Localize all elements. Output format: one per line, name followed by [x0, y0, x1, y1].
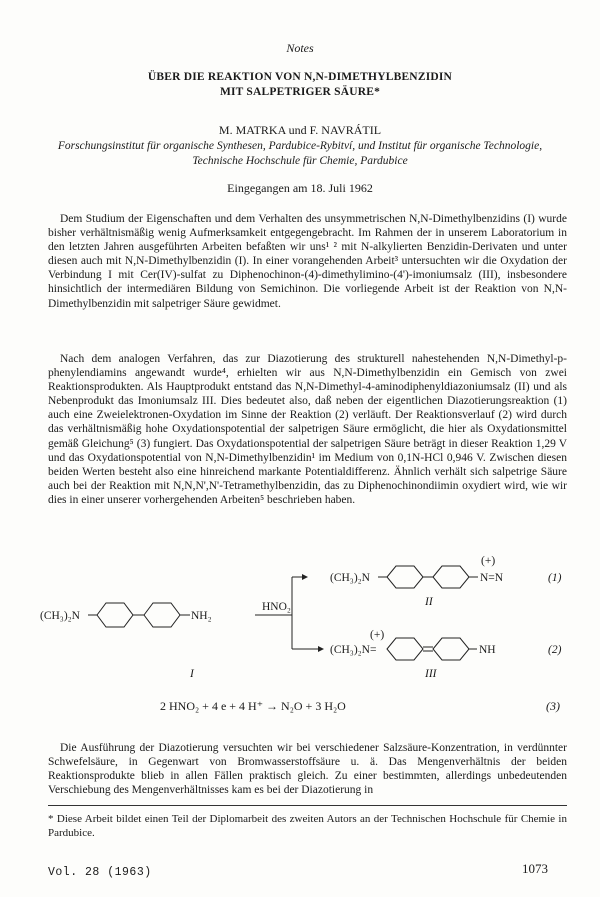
product1-left: (CH₃)₂N	[330, 572, 370, 584]
eq2-number: (2)	[548, 644, 562, 656]
product2-charge: (+)	[370, 629, 385, 641]
product1-charge: (+)	[481, 555, 496, 567]
benzene-ring	[387, 566, 423, 588]
page-number: 1073	[522, 861, 548, 876]
quinoid-ring	[433, 638, 469, 660]
body-paragraph-2: Nach dem analogen Verfahren, das zur Diazotierung des strukturell nahestehenden N,N-Dimethyl-p-phenylendiamins angewandt wurde⁴, erhielten wir aus N,N-Dimethylbenzidin ein Gemisch von zwei Reaktionsprodukten. Als Hauptprodukt entstand das N,N-Dimethyl-4-aminodiphenyldiazoniumsalz (II) und als Nebenprodukt das Imoniumsalz III. Dies bedeutet also, daß neben der eigentlichen Diazotierungsreaktion (1) auch eine Zweielektronen-Oxydation im Sinne der Reaktion (2) verläuft. Der Reaktionsverlauf (2) wird durch das verhältnismäßig hohe Oxydationspotential der salpetrigen Säure ermöglicht, die hier als Oxydationsmittel gemäß Gleichung⁵ (3) fungiert. Das Oxydationspotential der salpetrigen Säure beträgt in dieser Reaktion 1,29 V und das Oxydationspotential von N,N-Dimethylbenzidin¹ im Medium von 0,1N-HCl 0,946 V. Zwischen diesen beiden Werten besteht also eine hinreichend markante Potentialdifferenz. Ähnlich verhält sich salpetrige Säure auch bei der Reaktion mit N,N,N',N'-Tetramethylbenzidin, das zu Diphenochinondiimin oxydiert wird, wie wir dies in einer unserer vorhergehenden Arbeiten⁵ beschrieben haben.	[48, 353, 567, 506]
authors: M. MATRKA und F. NAVRÁTIL	[218, 123, 382, 137]
title-line-2: MIT SALPETRIGER SÄURE*	[219, 86, 381, 98]
quinoid-ring	[387, 638, 423, 660]
product1-right: N=N	[480, 572, 504, 584]
article-title	[40, 70, 560, 100]
equation-3: 2 HNO₂ + 4 e + 4 H⁺ → N₂O + 3 H₂O	[160, 699, 346, 713]
footnote: * Diese Arbeit bildet einen Teil der Diplomarbeit des zweiten Autors an der Technischen Hochschule für Chemie in Pardubice.	[48, 813, 567, 839]
reactant-right: NH₂	[191, 610, 212, 622]
reactant-left: (CH₃)₂N	[40, 610, 80, 622]
reactant-label: I	[190, 668, 194, 680]
body-paragraph-1: Dem Studium der Eigenschaften und dem Verhalten des unsymmetrischen N,N-Dimethylbenzidins (I) wurde bisher verhältnismäßig wenig Aufmerksamkeit entgegengebracht. Im Rahmen der in unserem Laboratorium in den letzten Jahren ausgeführten Arbeiten befaßten wir uns¹ ² mit N-alkylierten Benzidin-Derivaten und unter diesen auch mit N,N-Dimethylbenzidin (I). In einer vorangehenden Arbeit³ untersuchten wir die Oxydation der Verbindung I mit Cer(IV)-sulfat zu Diphenochinon-(4)-dimethylimino-(4')-imoniumsalz (III), insbesondere hinsichtlich der intermediären Bildung von Semichinon. Die vorliegende Arbeit ist der Reaktion von N,N-Dimethylbenzidin mit salpetriger Säure gewidmet.	[48, 213, 567, 310]
running-head: Notes	[286, 41, 314, 55]
product2-left: (CH₃)₂N=	[330, 644, 377, 656]
eq1-number: (1)	[548, 572, 562, 584]
arrowhead-1	[302, 574, 308, 580]
volume-info: Vol. 28 (1963)	[48, 866, 152, 879]
title-line-1: ÜBER DIE REAKTION VON N,N-DIMETHYLBENZIDIN	[147, 71, 453, 83]
arrowhead-2	[318, 646, 324, 652]
footnote-divider	[48, 805, 567, 806]
benzene-ring	[433, 566, 469, 588]
body-paragraph-3: Die Ausführung der Diazotierung versuchten wir bei verschiedener Salzsäure-Konzentration, in verdünnter Schwefelsäure, in Gegenwart von Bromwasserstoffsäure u. ä. Das Mengenverhältnis der beiden Reaktionsprodukte blieb in allen Fällen praktisch gleich. Zu einer bestimmten, allerdings unbedeutenden Verschiebung des Mengenverhältnisses kam es bei der Diazotierung in	[48, 742, 567, 797]
product1-label: II	[425, 596, 433, 608]
benzene-ring	[97, 603, 133, 627]
product2-label: III	[425, 668, 437, 680]
product2-right: NH	[479, 644, 496, 656]
affiliation: Forschungsinstitut für organische Synthesen, Pardubice-Rybitví, und Institut für organische Technologie, Technische Hochschule für Chemie, Pardubice	[57, 140, 543, 167]
reagent-label: HNO₂	[262, 601, 291, 613]
equation-3-number: (3)	[546, 699, 560, 713]
received-date: Eingegangen am 18. Juli 1962	[227, 181, 373, 195]
benzene-ring	[144, 603, 180, 627]
